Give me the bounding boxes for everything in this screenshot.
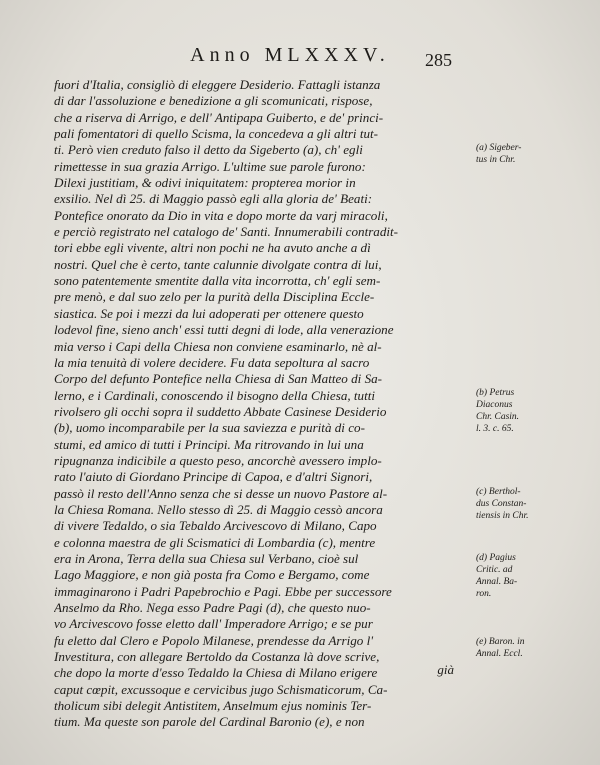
margin-note-line: dus Constan-: [476, 499, 527, 509]
text-line: rato l'aiuto di Giordano Principe di Capoa, e d'altri Signori,: [54, 469, 373, 485]
margin-note-line: Chr. Casin.: [476, 412, 520, 422]
text-line: sono patentemente smentite dalla vita incorrotta, ch' egli sem-: [54, 273, 381, 289]
margin-note-e: [476, 636, 596, 660]
margin-note-a: [476, 142, 596, 166]
text-line: caput cœpit, excussoque e cervicibus jugo Schismaticorum, Ca-: [54, 681, 388, 697]
text-line: era in Arona, Terra della sua Chiesa sul Verbano, cioè sul: [54, 550, 359, 566]
text-line: immaginarono i Padri Papebrochio e Pagi. Ebbe per successore: [54, 583, 392, 599]
text-line: rimettesse in sua grazia Arrigo. L'ultime sue parole furono:: [54, 158, 366, 174]
text-line: pre menò, e dal suo zelo per la purità della Disciplina Eccle-: [54, 289, 375, 305]
text-line: Anselmo da Rho. Nega esso Padre Pagi (d), che questo nuo-: [54, 600, 371, 615]
text-line: lerno, e i Cardinali, conoscendo il bisogno della Chiesa, tutti: [54, 387, 376, 403]
text-line: la mia tenuità di volere decidere. Fu data sepoltura al sacro: [54, 354, 370, 370]
margin-note-line: Annal. Ba-: [476, 577, 518, 587]
text-line: Lago Maggiore, e non già posta fra Como e Bergamo, come: [54, 567, 370, 583]
text-line: lodevol fine, sieno anch' essi tutti degni di lode, alla venerazione: [54, 322, 394, 338]
margin-note-d: [476, 552, 596, 600]
text-line: Pontefice onorato da Dio in vita e dopo morte da varj miracoli,: [54, 207, 388, 223]
text-line: tholicum sibi delegit Antistitem, Anselmum ejus nominis Ter-: [54, 698, 372, 714]
margin-note-c: [476, 486, 596, 522]
text-line: di vivere Tedaldo, o sia Tebaldo Arcivescovo di Milano, Capo: [54, 518, 377, 534]
margin-note-line: ron.: [476, 589, 492, 599]
text-line: Corpo del defunto Pontefice nella Chiesa di San Matteo di Sa-: [54, 371, 383, 387]
text-line: nostri. Quel che è certo, tante calunnie divolgate contra di lui,: [54, 256, 382, 272]
margin-note-line: l. 3. c. 65.: [476, 424, 514, 434]
margin-note-line: (c) Berthol-: [476, 487, 521, 497]
text-line: passò il resto dell'Anno senza che si desse un nuovo Pastore al-: [54, 485, 388, 501]
margin-note-line: (b) Petrus: [476, 388, 515, 398]
text-line: mia verso i Capi della Chiesa non conviene esaminarlo, nè al-: [54, 338, 382, 354]
text-line: fu eletto dal Clero e Popolo Milanese, prendesse da Arrigo l': [54, 632, 374, 648]
margin-note-line: tus in Chr.: [476, 155, 516, 165]
text-line: e perciò registrato nel catalogo de' Santi. Innumerabili contradit-: [54, 224, 399, 240]
text-line: di dar l'assoluzione e benedizione a gli scomunicati, rispose,: [54, 93, 373, 109]
margin-note-line: Diaconus: [476, 400, 513, 410]
text-line: (b), uomo incomparabile per la sua saviezza e purità di co-: [54, 420, 365, 436]
text-line: ripugnanza indicibile a questo peso, ancorchè avessero implo-: [54, 452, 382, 468]
margin-note-line: Critic. ad: [476, 565, 513, 575]
text-line: siastica. Se poi i mezzi da lui adoperati per ottenere questo: [54, 305, 364, 321]
page-number: 285: [425, 50, 452, 70]
text-line: stumi, ed amico di tutti i Principi. Ma ritrovando in lui una: [54, 436, 364, 452]
text-line: tium. Ma queste son parole del Cardinal Baronio (e), e non: [54, 714, 365, 730]
margin-note-b: [476, 387, 596, 435]
text-line: Investitura, con allegare Bertoldo da Costanza là dove scrive,: [54, 649, 380, 665]
margin-note-line: tiensis in Chr.: [476, 511, 529, 521]
text-line: pali fomentatori di quello Scisma, la concedeva a gli altri tut-: [54, 126, 379, 142]
text-line: che a riserva di Arrigo, e dell' Antipapa Guiberto, e de' princi-: [54, 109, 384, 125]
text-line: e colonna maestra de gli Scismatici di Lombardia (c), mentre: [54, 534, 376, 550]
body-text: [54, 77, 460, 731]
text-line: Dilexi justitiam, & odivi iniquitatem: propterea morior in: [54, 175, 356, 191]
text-line: exsilio. Nel dì 25. di Maggio passò egli alla gloria de' Beati:: [54, 191, 373, 207]
text-line: vo Arcivescovo fosse eletto dall' Imperadore Arrigo; e se pur: [54, 616, 373, 632]
text-line: ti. Però vien creduto falso il detto da Sigeberto (a), ch' egli: [54, 142, 363, 158]
text-line: la Chiesa Romana. Nello stesso dì 25. di Maggio cessò ancora: [54, 501, 383, 517]
text-line: tori ebbe egli vivente, altri non pochi ne ha avuto anche a dì: [54, 240, 371, 256]
text-line: fuori d'Italia, consigliò di eleggere Desiderio. Fattagli istanza: [54, 77, 381, 92]
running-title: Anno MLXXXV.: [190, 44, 390, 66]
margin-note-line: (a) Sigeber-: [476, 143, 522, 153]
margin-note-line: (d) Pagius: [476, 553, 516, 563]
margin-note-line: Annal. Eccl.: [476, 649, 523, 659]
catchword: già: [437, 662, 454, 677]
margin-note-line: (e) Baron. in: [476, 637, 525, 647]
text-line: rivolsero gli occhi sopra il suddetto Abbate Casinese Desiderio: [54, 403, 387, 419]
text-line: che dopo la morte d'esso Tedaldo la Chiesa di Milano erigere: [54, 665, 378, 681]
